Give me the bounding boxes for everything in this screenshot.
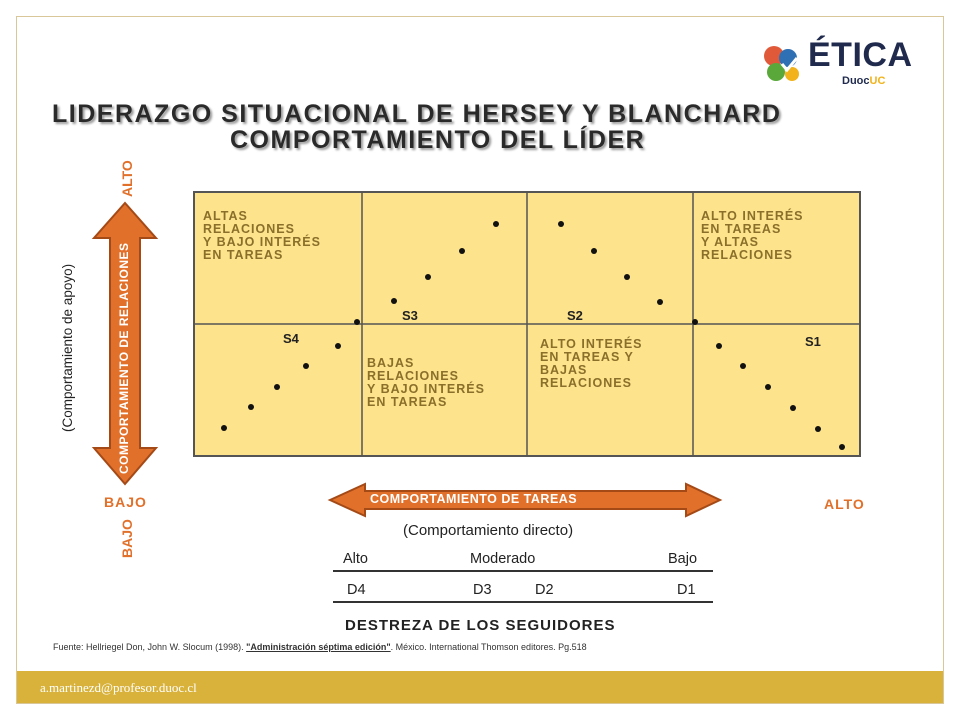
style-label-s4: S4 bbox=[283, 331, 299, 346]
dot bbox=[716, 343, 722, 349]
scale-line-bottom bbox=[333, 601, 713, 603]
skill-d1: D1 bbox=[677, 582, 696, 598]
style-label-s1: S1 bbox=[805, 334, 821, 349]
skill-d2: D2 bbox=[535, 582, 554, 598]
footer-email: a.martinezd@profesor.duoc.cl bbox=[40, 680, 197, 695]
dot bbox=[425, 274, 431, 280]
logo-subtitle: DuocUC bbox=[842, 75, 886, 87]
dot bbox=[303, 363, 309, 369]
skill-d4: D4 bbox=[347, 582, 366, 598]
dot bbox=[839, 444, 845, 450]
dot bbox=[493, 221, 499, 227]
dot bbox=[274, 384, 280, 390]
style-label-s3: S3 bbox=[402, 308, 418, 323]
horizontal-axis-low: BAJO bbox=[104, 494, 147, 510]
vertical-axis-sublabel: (Comportamiento de apoyo) bbox=[60, 263, 75, 432]
vertical-axis-low: BAJO bbox=[119, 519, 135, 558]
dot bbox=[624, 274, 630, 280]
skill-high: Alto bbox=[343, 551, 368, 567]
vertical-arrow-label: COMPORTAMIENTO DE RELACIONES bbox=[117, 242, 131, 474]
skill-moderate: Moderado bbox=[470, 551, 536, 567]
quadrant-bottom-right-center-text: ALTO INTERÉS EN TAREAS Y BAJAS RELACIONES bbox=[540, 337, 643, 390]
quadrant-top-right-text: ALTO INTERÉS EN TAREAS Y ALTAS RELACIONES bbox=[701, 209, 804, 262]
style-label-s2: S2 bbox=[567, 308, 583, 323]
vertical-axis-high: ALTO bbox=[119, 160, 135, 197]
dot bbox=[221, 425, 227, 431]
dot bbox=[765, 384, 771, 390]
diagram-title: LIDERAZGO SITUACIONAL DE HERSEY Y BLANCHARD bbox=[52, 100, 782, 128]
horizontal-axis-high: ALTO bbox=[824, 496, 865, 512]
dot bbox=[657, 299, 663, 305]
dot bbox=[354, 319, 360, 325]
dot bbox=[815, 426, 821, 432]
dot bbox=[740, 363, 746, 369]
horizontal-arrow-label: COMPORTAMIENTO DE TAREAS bbox=[370, 492, 578, 506]
horizontal-axis-sublabel: (Comportamiento directo) bbox=[403, 522, 574, 539]
quadrant-top-left-text: ALTAS RELACIONES Y BAJO INTERÉS EN TAREAS bbox=[203, 209, 321, 262]
dot bbox=[391, 298, 397, 304]
dot bbox=[692, 319, 698, 325]
style-curve-dots bbox=[221, 221, 845, 450]
dot bbox=[248, 404, 254, 410]
dot bbox=[790, 405, 796, 411]
dot bbox=[459, 248, 465, 254]
quadrant-bottom-left-center-text: BAJAS RELACIONES Y BAJO INTERÉS EN TAREAS bbox=[367, 356, 485, 409]
skill-d3: D3 bbox=[473, 582, 492, 598]
source-citation: Fuente: Hellriegel Don, John W. Slocum (1998). "Administración séptima edición". México. International Thomson editores. Pg.518 bbox=[53, 642, 587, 652]
logo-title: ÉTICA bbox=[808, 36, 913, 74]
scale-line-top bbox=[333, 570, 713, 572]
follower-skill-title: DESTREZA DE LOS SEGUIDORES bbox=[345, 617, 616, 634]
dot bbox=[558, 221, 564, 227]
dot bbox=[591, 248, 597, 254]
diagram-subtitle: COMPORTAMIENTO DEL LÍDER bbox=[230, 126, 646, 154]
skill-low: Bajo bbox=[668, 551, 698, 567]
dot bbox=[335, 343, 341, 349]
